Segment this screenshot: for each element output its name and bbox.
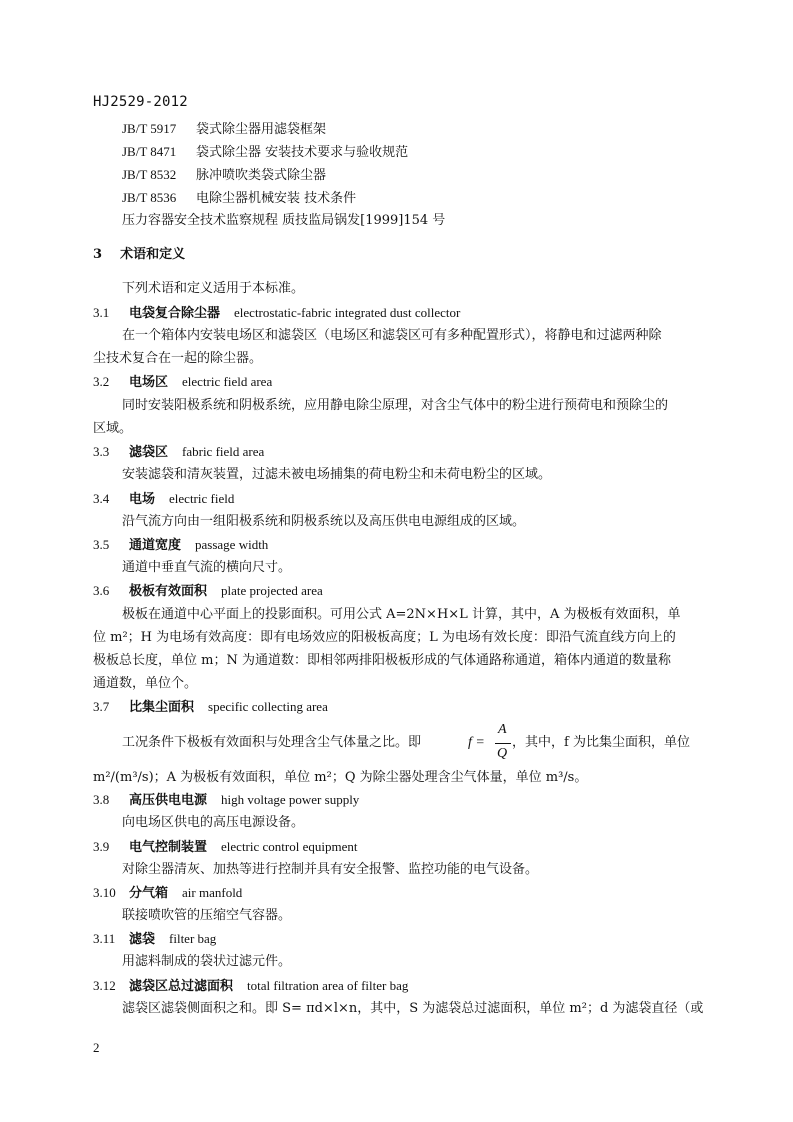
term-heading (93, 535, 268, 556)
doc-header-id: HJ2529-2012 (93, 94, 188, 110)
term-en: electric field area (182, 374, 273, 389)
ratio-formula (468, 722, 508, 768)
term-definition-line: 极板总长度，单位 m；N 为通道数：即相邻两排阳极板形成的气体通路称通道，箱体内通道的数量称 (93, 653, 671, 668)
term-definition-line: 通道中垂直气流的横向尺寸。 (122, 560, 292, 575)
term-cn: 极板有效面积 (129, 584, 208, 599)
term-en: specific collecting area (208, 699, 328, 714)
term-definition-line: 极板在通道中心平面上的投影面积。可用公式 A=2N×H×L 计算，其中，A 为极板有效面积，单 (122, 607, 681, 622)
term-en: air manfold (182, 885, 243, 900)
term-heading (93, 442, 264, 463)
term-en: electric field (169, 491, 235, 506)
page-number: 2 (93, 1040, 100, 1055)
term-cn: 滤袋 (129, 932, 156, 947)
term-definition-line: 向电场区供电的高压电源设备。 (122, 815, 305, 830)
formula-denominator: Q (497, 746, 508, 761)
term-number: 3.4 (93, 491, 110, 506)
term-heading (93, 790, 359, 811)
term-en: total filtration area of filter bag (247, 978, 409, 993)
reference-code: JB/T 8471 (122, 144, 177, 159)
term-definition-line: 滤袋区滤袋侧面积之和。即 S= πd×l×n，其中，S 为滤袋总过滤面积，单位 m²；d 为滤袋直径（或 (122, 1001, 704, 1016)
section-intro: 下列术语和定义适用于本标准。 (122, 281, 305, 296)
section-title: 术语和定义 (120, 247, 186, 262)
reference-item (122, 119, 326, 140)
term-definition-line: 安装滤袋和清灰装置，过滤未被电场捕集的荷电粉尘和未荷电粉尘的区域。 (122, 467, 552, 482)
term-definition-line: 工况条件下极板有效面积与处理含尘气体量之比。即 (122, 735, 422, 750)
term-number: 3.11 (93, 931, 116, 946)
term-heading (93, 837, 357, 858)
fraction-bar (495, 743, 511, 744)
section-heading (93, 245, 185, 265)
term-heading (93, 489, 234, 510)
term-number: 3.7 (93, 699, 110, 714)
term-number: 3.3 (93, 444, 110, 459)
term-cn: 电袋复合除尘器 (129, 306, 221, 321)
reference-code: JB/T 5917 (122, 121, 177, 136)
term-en: plate projected area (221, 583, 323, 598)
section-number: 3 (93, 247, 103, 262)
term-cn: 电气控制装置 (129, 840, 208, 855)
term-definition-line: 尘技术复合在一起的除尘器。 (93, 351, 263, 366)
term-definition-line: 位 m²；H 为电场有效高度：即有电场效应的阳极板高度；L 为电场有效长度：即沿气流直线方向上的 (93, 630, 676, 645)
reference-code: JB/T 8536 (122, 190, 177, 205)
formula-lhs: f = (468, 735, 485, 750)
term-number: 3.10 (93, 885, 116, 900)
term-number: 3.2 (93, 374, 110, 389)
reference-code: JB/T 8532 (122, 167, 177, 182)
term-heading (93, 929, 216, 950)
reference-title: 袋式除尘器 安装技术要求与验收规范 (196, 145, 409, 160)
term-definition-line: 在一个箱体内安装电场区和滤袋区（电场区和滤袋区可有多种配置形式），将静电和过滤两种除 (122, 328, 662, 343)
term-en: filter bag (169, 931, 217, 946)
term-cn: 高压供电电源 (129, 793, 208, 808)
term-heading (93, 581, 323, 602)
term-number: 3.12 (93, 978, 116, 993)
reference-item (122, 142, 408, 163)
term-en: fabric field area (182, 444, 265, 459)
term-definition-line: 同时安装阳极系统和阴极系统，应用静电除尘原理，对含尘气体中的粉尘进行预荷电和预除尘的 (122, 398, 669, 413)
term-cn: 比集尘面积 (129, 700, 195, 715)
reference-extra: 压力容器安全技术监察规程 质技监局锅发[1999]154 号 (122, 213, 446, 228)
term-definition-line: 区域。 (93, 421, 133, 436)
reference-item (122, 165, 326, 186)
term-number: 3.1 (93, 305, 110, 320)
term-heading (93, 303, 460, 324)
term-definition-line: 沿气流方向由一组阳极系统和阴极系统以及高压供电电源组成的区域。 (122, 514, 526, 529)
term-cn: 电场 (129, 492, 156, 507)
term-en: electric control equipment (221, 839, 358, 854)
term-heading (93, 976, 408, 997)
term-definition-line: ，其中，f 为比集尘面积，单位 (512, 735, 690, 750)
term-en: electrostatic-fabric integrated dust collector (234, 305, 461, 320)
term-definition-line: 对除尘器清灰、加热等进行控制并具有安全报警、监控功能的电气设备。 (122, 862, 539, 877)
term-en: high voltage power supply (221, 792, 360, 807)
term-cn: 分气箱 (129, 886, 169, 901)
reference-title: 脉冲喷吹类袋式除尘器 (196, 168, 327, 183)
term-en: passage width (195, 537, 269, 552)
term-number: 3.8 (93, 792, 110, 807)
term-cn: 电场区 (129, 375, 169, 390)
term-heading (93, 883, 242, 904)
term-definition-line: 用滤料制成的袋状过滤元件。 (122, 954, 292, 969)
term-heading (93, 697, 328, 718)
term-heading (93, 372, 272, 393)
term-definition-line: 通道数，单位个。 (93, 676, 198, 691)
term-cn: 通道宽度 (129, 538, 182, 553)
term-number: 3.6 (93, 583, 110, 598)
term-definition-line: 联接喷吹管的压缩空气容器。 (122, 908, 292, 923)
term-cn: 滤袋区 (129, 445, 169, 460)
reference-title: 电除尘器机械安装 技术条件 (196, 191, 357, 206)
term-definition-line: m²/(m³/s)；A 为极板有效面积，单位 m²；Q 为除尘器处理含尘气体量，单位 m³/s。 (93, 770, 588, 785)
formula-numerator: A (498, 722, 507, 737)
reference-item (122, 188, 356, 209)
term-cn: 滤袋区总过滤面积 (129, 979, 234, 994)
term-number: 3.9 (93, 839, 110, 854)
term-number: 3.5 (93, 537, 110, 552)
reference-title: 袋式除尘器用滤袋框架 (196, 122, 327, 137)
